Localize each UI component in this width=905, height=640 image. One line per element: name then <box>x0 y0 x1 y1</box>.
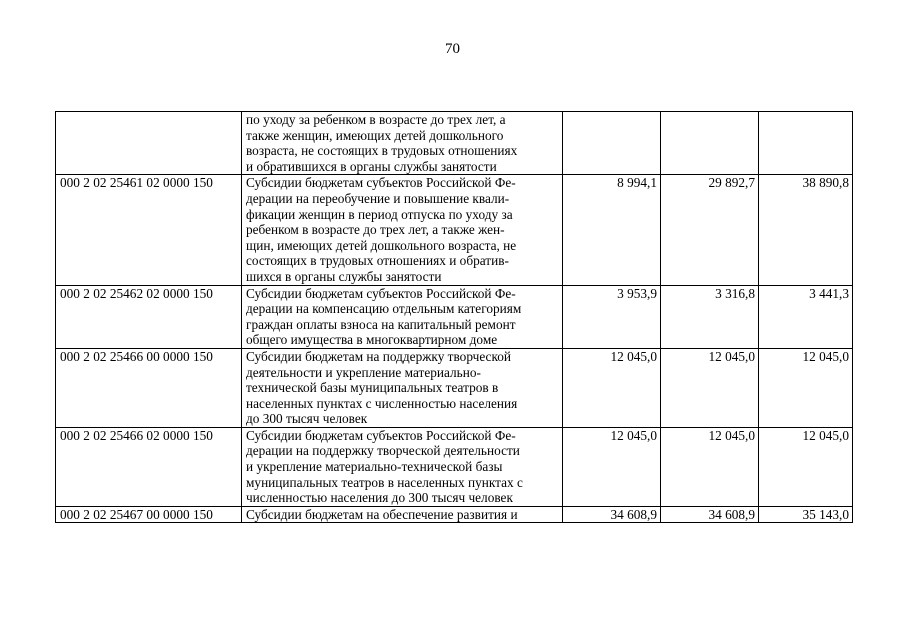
table-row <box>56 175 853 285</box>
amount-cell-3: 12 045,0 <box>759 427 853 506</box>
budget-code-cell: 000 2 02 25462 02 0000 150 <box>56 285 242 348</box>
amount-cell-2 <box>661 112 759 175</box>
budget-code-cell: 000 2 02 25466 00 0000 150 <box>56 348 242 427</box>
description-line: Субсидии бюджетам на поддержку творческой <box>246 348 512 364</box>
description-line: и обратившихся в органы службы занятости <box>246 158 497 174</box>
description-line: муниципальных театров в населенных пунктах с <box>246 474 523 490</box>
amount-cell-3: 12 045,0 <box>759 348 853 427</box>
description-line: шихся в органы службы занятости <box>246 268 442 284</box>
table-row <box>56 427 853 506</box>
budget-table <box>55 111 853 523</box>
table-row <box>56 506 853 523</box>
description-line: дерации на поддержку творческой деятельности <box>246 443 520 459</box>
description-line: Субсидии бюджетам субъектов Российской Фе- <box>246 285 516 301</box>
amount-cell-2: 12 045,0 <box>661 427 759 506</box>
amount-cell-1: 34 608,9 <box>563 506 661 523</box>
amount-cell-2: 29 892,7 <box>661 175 759 285</box>
amount-cell-1: 3 953,9 <box>563 285 661 348</box>
description-line: Субсидии бюджетам субъектов Российской Фе- <box>246 427 516 443</box>
description-line: по уходу за ребенком в возрасте до трех лет, а <box>246 112 506 127</box>
table-row <box>56 112 853 175</box>
description-line: общего имущества в многоквартирном доме <box>246 332 498 348</box>
description-line: щин, имеющих детей дошкольного возраста, не <box>246 237 517 253</box>
description-line: технической базы муниципальных театров в <box>246 380 499 396</box>
description-line: Субсидии бюджетам на обеспечение развития и <box>246 506 518 522</box>
description-line: численностью населения до 300 тысяч человек <box>246 490 513 506</box>
description-cell <box>242 112 563 175</box>
amount-cell-1: 12 045,0 <box>563 348 661 427</box>
table-row <box>56 285 853 348</box>
description-line: дерации на компенсацию отдельным категориям <box>246 301 522 317</box>
amount-cell-2: 34 608,9 <box>661 506 759 523</box>
description-line: ребенком в возрасте до трех лет, а также жен- <box>246 222 505 238</box>
description-line: до 300 тысяч человек <box>246 411 368 427</box>
amount-cell-1 <box>563 112 661 175</box>
budget-code-cell <box>56 112 242 175</box>
amount-cell-1: 12 045,0 <box>563 427 661 506</box>
budget-code-cell: 000 2 02 25466 02 0000 150 <box>56 427 242 506</box>
description-cell <box>242 285 563 348</box>
description-line: также женщин, имеющих детей дошкольного <box>246 127 504 143</box>
description-line: граждан оплаты взноса на капитальный ремонт <box>246 316 516 332</box>
amount-cell-3 <box>759 112 853 175</box>
description-line: и укрепление материально-технической базы <box>246 459 503 475</box>
description-cell <box>242 427 563 506</box>
amount-cell-3: 3 441,3 <box>759 285 853 348</box>
amount-cell-3: 38 890,8 <box>759 175 853 285</box>
description-cell <box>242 506 563 523</box>
description-line: возраста, не состоящих в трудовых отношениях <box>246 143 518 159</box>
description-line: состоящих в трудовых отношениях и обратив- <box>246 253 509 269</box>
amount-cell-2: 3 316,8 <box>661 285 759 348</box>
description-line: фикации женщин в период отпуска по уходу за <box>246 206 513 222</box>
description-line: Субсидии бюджетам субъектов Российской Фе- <box>246 175 516 191</box>
amount-cell-2: 12 045,0 <box>661 348 759 427</box>
amount-cell-1: 8 994,1 <box>563 175 661 285</box>
budget-code-cell: 000 2 02 25461 02 0000 150 <box>56 175 242 285</box>
budget-code-cell: 000 2 02 25467 00 0000 150 <box>56 506 242 523</box>
description-line: населенных пунктах с численностью населения <box>246 395 518 411</box>
page-number: 70 <box>445 41 460 57</box>
table-row <box>56 348 853 427</box>
description-cell <box>242 175 563 285</box>
description-line: деятельности и укрепление материально- <box>246 364 481 380</box>
description-line: дерации на переобучение и повышение квали- <box>246 190 510 206</box>
description-cell <box>242 348 563 427</box>
amount-cell-3: 35 143,0 <box>759 506 853 523</box>
